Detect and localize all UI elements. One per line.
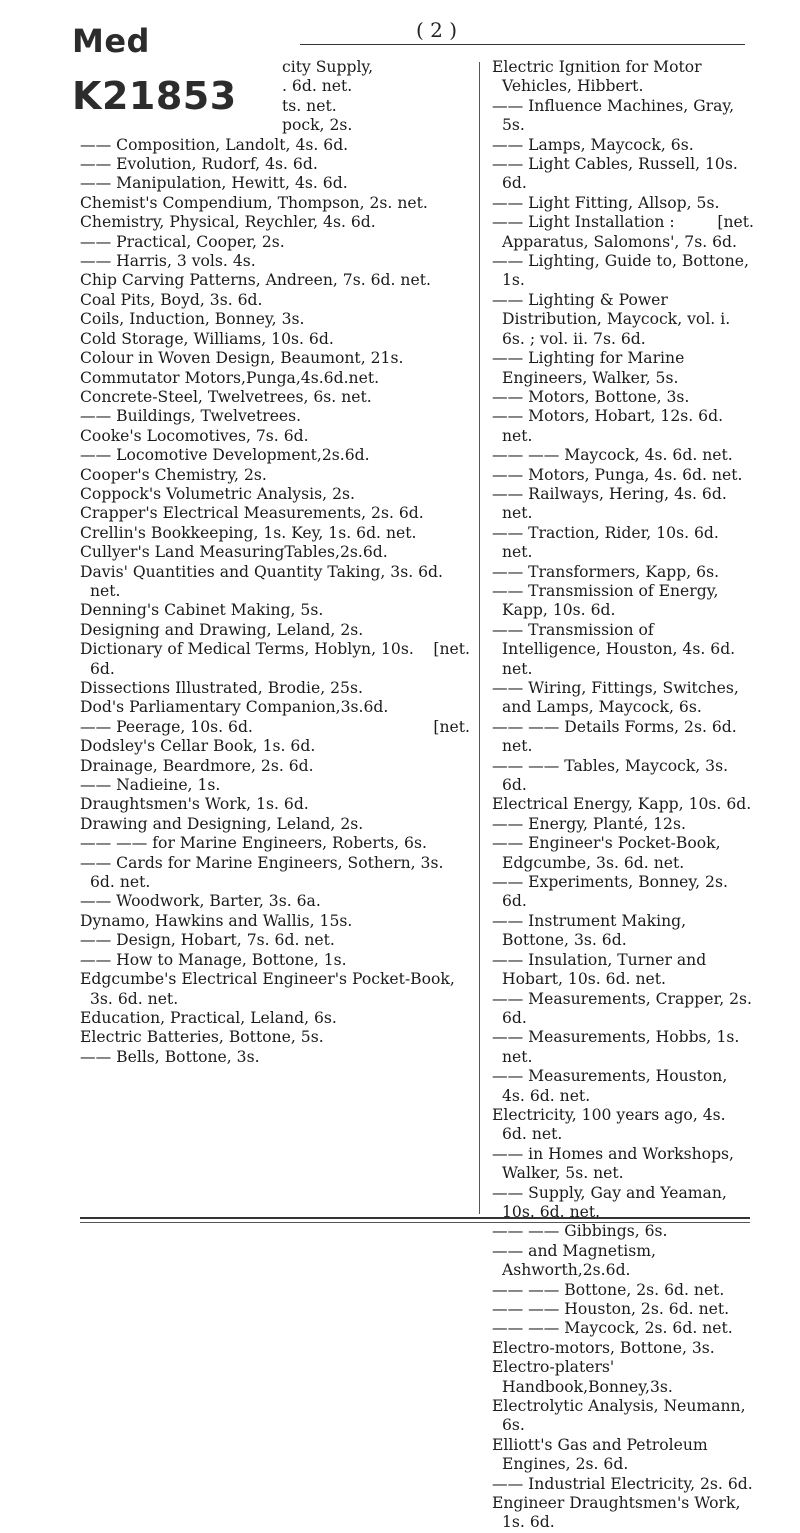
list-item: Coppock's Volumetric Analysis, 2s. [80, 484, 355, 503]
library-stamp-label: Med [72, 22, 150, 60]
list-item: —— Energy, Planté, 12s. [492, 814, 686, 833]
list-item: Electric Batteries, Bottone, 5s. [80, 1028, 324, 1047]
list-item: —— in Homes and Workshops, Walker, 5s. net. [492, 1144, 735, 1183]
list-item: —— —— Bottone, 2s. 6d. net. [492, 1280, 725, 1299]
list-item: —— Measurements, Houston, 4s. 6d. net. [492, 1067, 728, 1105]
list-item: pock, 2s. [282, 116, 353, 135]
list-item: —— Transformers, Kapp, 6s. [492, 562, 720, 581]
list-item: Chemistry, Physical, Reychler, 4s. 6d. [80, 213, 376, 232]
list-item: —— —— Houston, 2s. 6d. net. [492, 1300, 730, 1318]
list-item: —— and Magnetism, Ashworth,2s.6d. [492, 1241, 656, 1280]
list-item: Cooke's Locomotives, 7s. 6d. [80, 426, 309, 445]
list-item: —— Buildings, Twelvetrees. [80, 407, 302, 426]
list-item: —— Engineer's Pocket-Book, Edgcumbe, 3s. 6d. net. [492, 834, 721, 872]
list-item: Electricity, 100 years ago, 4s. 6d. net. [492, 1105, 726, 1144]
list-item: Coils, Induction, Bonney, 3s. [80, 310, 305, 329]
list-item: Commutator Motors,Punga,4s.6d.net. [80, 368, 380, 387]
list-item: Drawing and Designing, Leland, 2s. [80, 814, 364, 833]
list-item: —— Bells, Bottone, 3s. [80, 1047, 260, 1066]
list-item: —— Measurements, Hobbs, 1s. net. [492, 1028, 740, 1066]
list-item: —— Practical, Cooper, 2s. [80, 232, 285, 251]
right-column [492, 58, 754, 1533]
list-item: Crapper's Electrical Measurements, 2s. 6d. [80, 504, 424, 523]
list-item: —— Design, Hobart, 7s. 6d. net. [80, 931, 335, 950]
list-item: Education, Practical, Leland, 6s. [80, 1008, 337, 1027]
list-item: —— —— Details Forms, 2s. 6d. net. [492, 717, 737, 756]
list-item: —— Transmission of Intelligence, Houston, 4s. 6d. net. [492, 620, 736, 678]
list-item: Dynamo, Hawkins and Wallis, 15s. [80, 911, 353, 930]
list-item-text: Dictionary of Medical Terms, Hoblyn, 10s. 6d. [80, 640, 414, 678]
list-item: Designing and Drawing, Leland, 2s. [80, 620, 364, 639]
list-item: —— Manipulation, Hewitt, 4s. 6d. [80, 174, 348, 193]
list-item: Electric Ignition for Motor Vehicles, Hibbert. [492, 58, 702, 96]
list-item: —— Influence Machines, Gray, 5s. [492, 96, 735, 135]
list-item: —— Lamps, Maycock, 6s. [492, 135, 694, 154]
list-item: city Supply, [282, 58, 374, 76]
list-item: —— Instrument Making, Bottone, 3s. 6d. [492, 911, 687, 950]
list-item: —— —— Maycock, 4s. 6d. net. [492, 446, 733, 465]
list-item: Drainage, Beardmore, 2s. 6d. [80, 756, 314, 775]
column-divider [479, 62, 480, 1214]
list-item: Engineer Draughtsmen's Work, 1s. 6d. [492, 1494, 741, 1532]
net-tag: [net. [433, 640, 470, 659]
list-item: Dod's Parliamentary Companion,3s.6d. [80, 698, 389, 717]
list-item: —— Transmission of Energy, Kapp, 10s. 6d. [492, 581, 719, 620]
list-item-text: —— Peerage, 10s. 6d. [80, 717, 253, 736]
list-item: —— —— Gibbings, 6s. [492, 1222, 668, 1241]
list-item: Electro-motors, Bottone, 3s. [492, 1338, 715, 1357]
list-item: —— Motors, Bottone, 3s. [492, 387, 690, 406]
list-item: —— Lighting, Guide to, Bottone, 1s. [492, 252, 749, 290]
list-item [80, 718, 470, 737]
list-item: Concrete-Steel, Twelvetrees, 6s. net. [80, 387, 372, 406]
list-item: Cooper's Chemistry, 2s. [80, 465, 267, 484]
list-item: Cold Storage, Williams, 10s. 6d. [80, 329, 334, 348]
list-item: —— Light Fitting, Allsop, 5s. [492, 193, 720, 212]
list-item: —— Lighting for Marine Engineers, Walker, 5s. [492, 349, 685, 387]
list-item: —— Supply, Gay and Yeaman, 10s. 6d. net. [492, 1183, 727, 1221]
list-item: —— Evolution, Rudorf, 4s. 6d. [80, 155, 318, 174]
list-item: —— Motors, Punga, 4s. 6d. net. [492, 465, 743, 484]
list-item: Coal Pits, Boyd, 3s. 6d. [80, 290, 263, 309]
list-item: —— —— for Marine Engineers, Roberts, 6s. [80, 834, 427, 853]
list-item: Dodsley's Cellar Book, 1s. 6d. [80, 737, 316, 756]
net-tag: [net. [433, 717, 470, 736]
header-rule [300, 44, 745, 45]
footer-rule [80, 1217, 750, 1219]
list-item: —— Measurements, Crapper, 2s. 6d. [492, 989, 753, 1027]
list-item: Davis' Quantities and Quantity Taking, 3s. 6d. net. [80, 562, 443, 600]
page-number: ( 2 ) [416, 18, 458, 42]
list-item: Edgcumbe's Electrical Engineer's Pocket-Book, 3s. 6d. net. [80, 970, 455, 1008]
list-item: Electrolytic Analysis, Neumann, 6s. [492, 1397, 746, 1435]
list-item-text: —— Light Installation : Apparatus, Salomons', 7s. 6d. [492, 213, 737, 251]
list-item: Draughtsmen's Work, 1s. 6d. [80, 795, 309, 814]
list-item: —— Woodwork, Barter, 3s. 6a. [80, 892, 321, 911]
list-item: —— —— Tables, Maycock, 3s. 6d. [492, 756, 729, 795]
list-item: Chemist's Compendium, Thompson, 2s. net. [80, 193, 428, 212]
list-item: —— Experiments, Bonney, 2s. 6d. [492, 873, 728, 911]
list-item: Dissections Illustrated, Brodie, 25s. [80, 679, 363, 697]
list-item: Denning's Cabinet Making, 5s. [80, 601, 324, 620]
footer-rule-thin [80, 1222, 750, 1223]
list-item: —— Motors, Hobart, 12s. 6d. net. [492, 407, 724, 445]
list-item: —— Lighting & Power Distribution, Maycock, vol. i. 6s. ; vol. ii. 7s. 6d. [492, 290, 731, 348]
list-item: —— Traction, Rider, 10s. 6d. net. [492, 523, 719, 562]
list-item: —— Nadieine, 1s. [80, 776, 221, 795]
left-column [80, 58, 470, 1067]
list-item: —— Light Cables, Russell, 10s. 6d. [492, 155, 738, 193]
list-item [80, 640, 470, 679]
list-item: —— Insulation, Turner and Hobart, 10s. 6d. net. [492, 950, 707, 989]
list-item: Cullyer's Land MeasuringTables,2s.6d. [80, 543, 388, 562]
list-item: —— How to Manage, Bottone, 1s. [80, 950, 347, 969]
list-item: —— Wiring, Fittings, Switches, and Lamps, Maycock, 6s. [492, 679, 739, 717]
list-item: ts. net. [282, 96, 337, 115]
list-item: Colour in Woven Design, Beaumont, 21s. [80, 349, 404, 368]
list-item: Elliott's Gas and Petroleum Engines, 2s. 6d. [492, 1435, 708, 1474]
list-item: —— Harris, 3 vols. 4s. [80, 252, 256, 271]
list-item: —— Composition, Landolt, 4s. 6d. [80, 135, 349, 154]
net-tag: [net. [717, 213, 754, 232]
library-stamp-number: K21853 [72, 74, 237, 118]
list-item: Electrical Energy, Kapp, 10s. 6d. [492, 795, 752, 814]
list-item [492, 213, 754, 252]
list-item: —— Locomotive Development,2s.6d. [80, 446, 370, 465]
list-item: Chip Carving Patterns, Andreen, 7s. 6d. net. [80, 271, 431, 290]
list-item: —— Railways, Hering, 4s. 6d. net. [492, 484, 727, 523]
list-item: —— —— Maycock, 2s. 6d. net. [492, 1319, 733, 1338]
list-item: —— Cards for Marine Engineers, Sothern, 3s. 6d. net. [80, 853, 444, 892]
list-item: Crellin's Bookkeeping, 1s. Key, 1s. 6d. net. [80, 523, 417, 542]
list-item: . 6d. net. [282, 77, 353, 96]
list-item: —— Industrial Electricity, 2s. 6d. [492, 1474, 753, 1493]
list-item: Electro-platers' Handbook,Bonney,3s. [492, 1358, 673, 1396]
